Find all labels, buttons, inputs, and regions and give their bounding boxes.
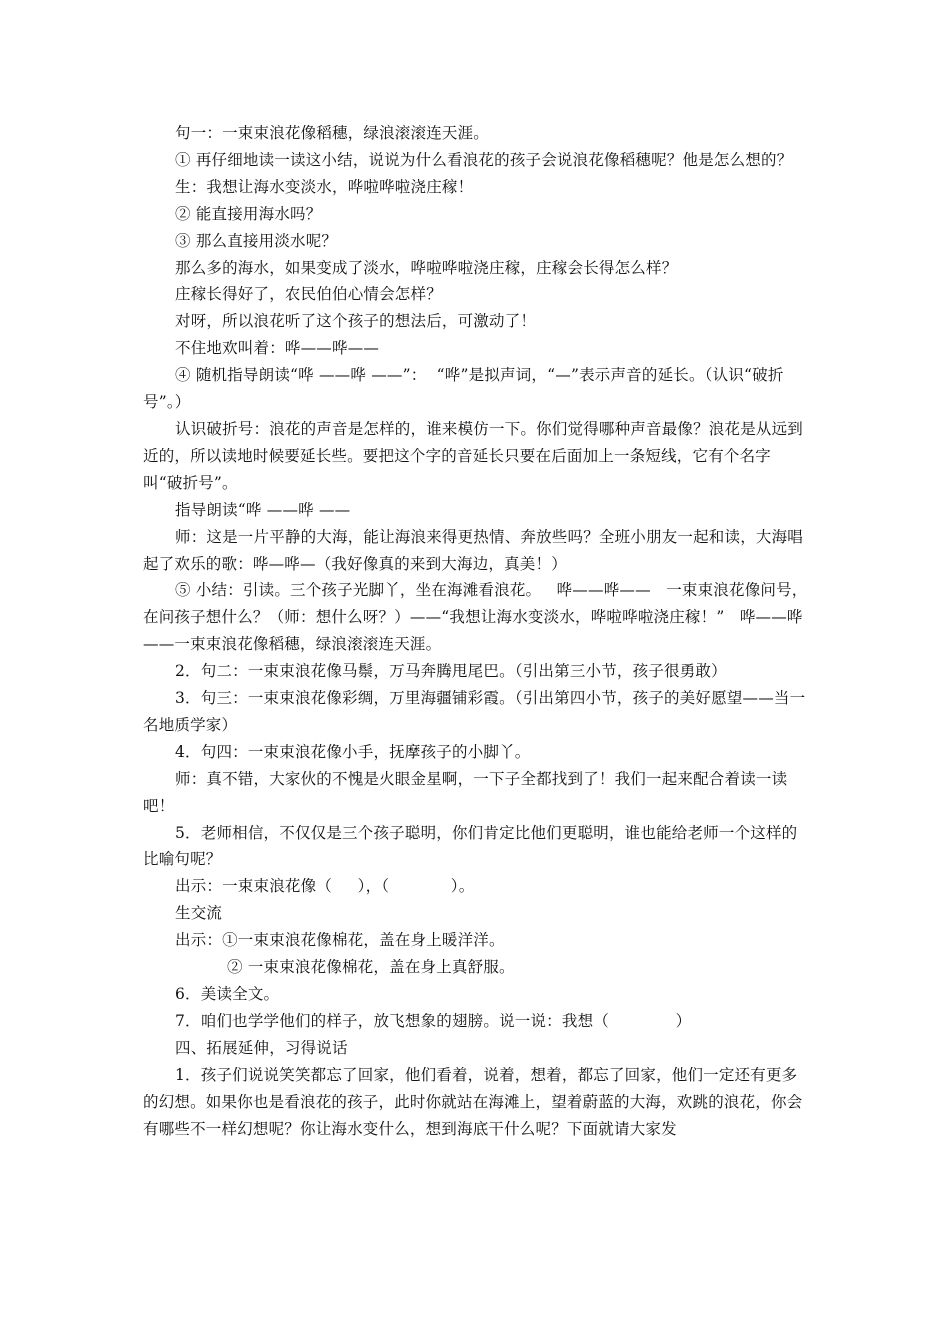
paragraph-20: 出示：一束束浪花像（ ），（ ）。: [175, 877, 475, 896]
paragraph-21: 生交流: [175, 904, 223, 923]
paragraph-11: 认识破折号：浪花的声音是怎样的，谁来模仿一下。你们觉得哪种声音最像？浪花是从远到近的，所以读地时候要延长些。要把这个字的音延长只要在后面加上一条短线，它有个名字叫“破折号”。: [143, 419, 804, 492]
document-body: [143, 120, 809, 1142]
paragraph-1: 句一：一束束浪花像稻穗，绿浪滚滚连天涯。: [175, 124, 490, 142]
paragraph-12: 指导朗读“哗 ——哗 ——: [175, 500, 351, 519]
paragraph-2: ① 再仔细地读一读这小结，说说为什么看浪花的孩子会说浪花像稻穗呢？他是怎么想的？: [175, 150, 793, 169]
section-heading: 四、拓展延伸，习得说话: [175, 1038, 348, 1057]
paragraph-14: ⑤ 小结：引读。三个孩子光脚丫，坐在海滩看浪花。 哗——哗—— 一束束浪花像问号，在问孩子想什么？（师：想什么呀？）——“我想让海水变淡水，哗啦哗啦浇庄稼！” 哗——哗——一束束浪花像稻穗，绿浪滚滚连天涯。: [143, 581, 808, 654]
paragraph-17: 4．句四：一束束浪花像小手，抚摩孩子的小脚丫。: [175, 742, 531, 761]
paragraph-9: 不住地欢叫着：哗——哗——: [175, 339, 380, 358]
paragraph-13: 师：这是一片平静的大海，能让海浪来得更热情、奔放些吗？全班小朋友一起和读，大海唱起了欢乐的歌：哗—哗—（我好像真的来到大海边，真美！）: [143, 527, 804, 573]
paragraph-3: 生：我想让海水变淡水，哗啦哗啦浇庄稼！: [175, 177, 474, 196]
paragraph-7: 庄稼长得好了，农民伯伯心情会怎样？: [175, 285, 442, 304]
paragraph-4: ② 能直接用海水吗？: [175, 204, 322, 223]
paragraph-10: ④ 随机指导朗读“哗 ——哗 ——”： “哗”是拟声词，“—”表示声音的延长。（认识“破折号”。）: [143, 366, 784, 412]
paragraph-6: 那么多的海水，如果变成了淡水，哗啦哗啦浇庄稼，庄稼会长得怎么样？: [175, 258, 678, 277]
paragraph-15: 2．句二：一束束浪花像马鬃，万马奔腾甩尾巴。（引出第三小节，孩子很勇敢）: [175, 662, 727, 681]
paragraph-24: 6．美读全文。: [175, 985, 280, 1003]
paragraph-19: 5．老师相信，不仅仅是三个孩子聪明，你们肯定比他们更聪明，谁也能给老师一个这样的比喻句呢？: [143, 823, 798, 869]
paragraph-18: 师：真不错，大家伙的不愧是火眼金星啊，一下子全都找到了！我们一起来配合着读一读吧！: [143, 769, 788, 815]
paragraph-27: 1．孩子们说说笑笑都忘了回家，他们看着，说着，想着，都忘了回家，他们一定还有更多的幻想。如果你也是看浪花的孩子，此时你就站在海滩上，望着蔚蓝的大海，欢跳的浪花，你会有哪些不一样幻想呢？你让海水变什么，想到海底干什么呢？下面就请大家发: [143, 1065, 803, 1138]
paragraph-25: 7．咱们也学学他们的样子，放飞想象的翅膀。说一说：我想（ ）: [175, 1011, 692, 1030]
paragraph-16: 3．句三：一束束浪花像彩绸，万里海疆铺彩霞。（引出第四小节，孩子的美好愿望——当一名地质学家）: [143, 689, 806, 734]
paragraph-8: 对呀，所以浪花听了这个孩子的想法后，可激动了！: [175, 312, 537, 331]
paragraph-22: 出示：①一束束浪花像棉花，盖在身上暖洋洋。: [175, 931, 505, 950]
paragraph-5: ③ 那么直接用淡水呢？: [175, 231, 338, 250]
paragraph-23: ② 一束束浪花像棉花，盖在身上真舒服。: [227, 958, 515, 977]
